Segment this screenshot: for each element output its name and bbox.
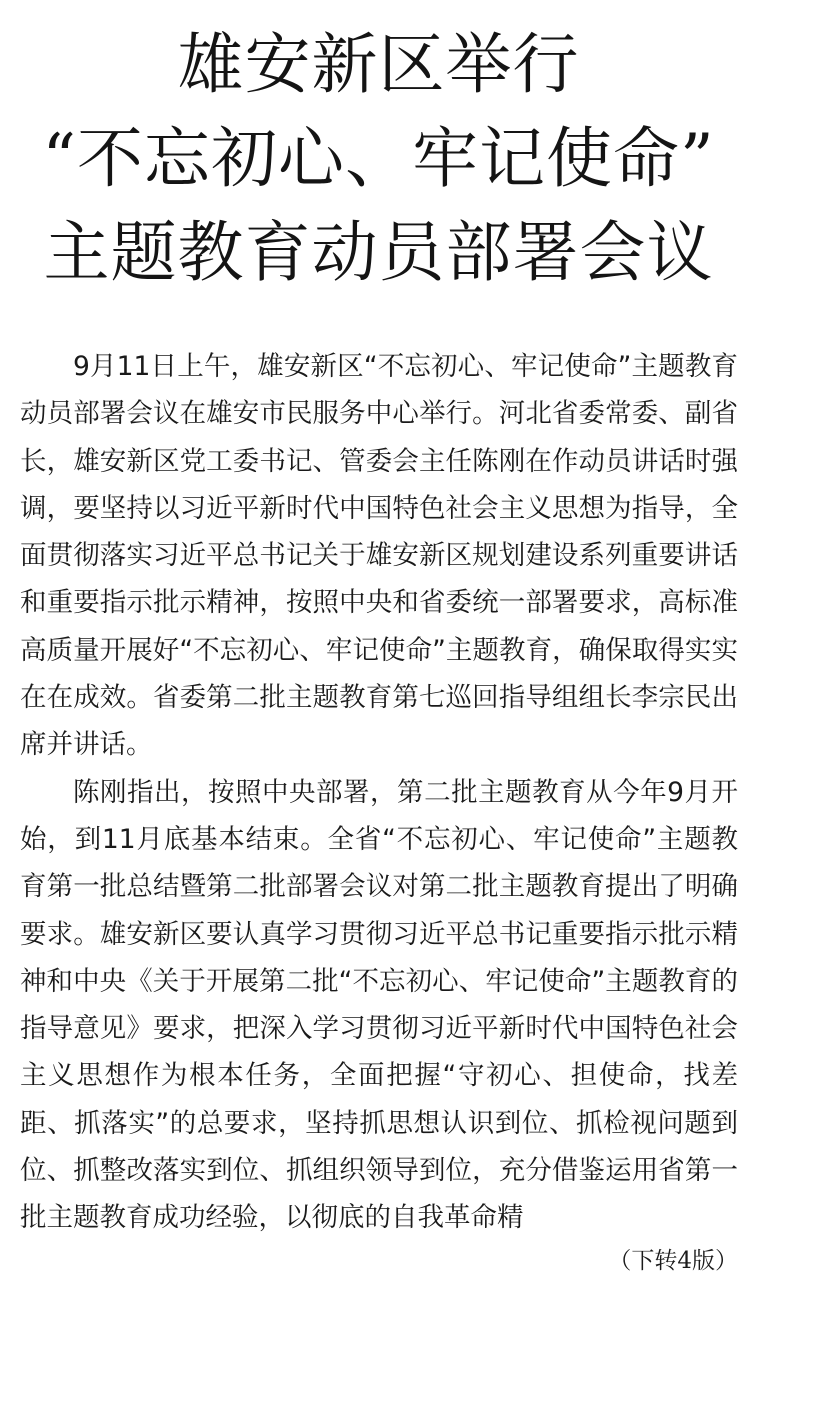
article-paragraph-1: 9月11日上午，雄安新区“不忘初心、牢记使命”主题教育动员部署会议在雄安市民服务中心举行。河北省委常委、副省长，雄安新区党工委书记、管委会主任陈刚在作动员讲话时强调，要坚持以习近平新时代中国特色社会主义思想为指导，全面贯彻落实习近平总书记关于雄安新区规划建设系列重要讲话和重要指示批示精神，按照中央和省委统一部署要求，高标准高质量开展好“不忘初心、牢记使命”主题教育，确保取得实实在在成效。省委第二批主题教育第七巡回指导组组长李宗民出席并讲话。 bbox=[20, 351, 738, 761]
headline-line-1: 雄安新区举行 bbox=[177, 26, 580, 103]
headline bbox=[0, 18, 757, 300]
headline-line-2: “不忘初心、牢记使命” bbox=[42, 120, 715, 197]
article-paragraph-2: 陈刚指出，按照中央部署，第二批主题教育从今年9月开始，到11月底基本结束。全省“不忘初心、牢记使命”主题教育第一批总结暨第二批部署会议对第二批主题教育提出了明确要求。雄安新区要认真学习贯彻习近平总书记重要指示批示精神和中央《关于开展第二批“不忘初心、牢记使命”主题教育的指导意见》要求，把深入学习贯彻习近平新时代中国特色社会主义思想作为根本任务，全面把握“守初心、担使命，找差距、抓落实”的总要求，坚持抓思想认识到位、抓检视问题到位、抓整改落实到位、抓组织领导到位，充分借鉴运用省第一批主题教育成功经验，以彻底的自我革命精 bbox=[20, 776, 738, 1234]
headline-line-3: 主题教育动员部署会议 bbox=[43, 214, 714, 291]
continued-note: （下转4版） bbox=[608, 1248, 738, 1274]
article-body bbox=[20, 343, 738, 1242]
